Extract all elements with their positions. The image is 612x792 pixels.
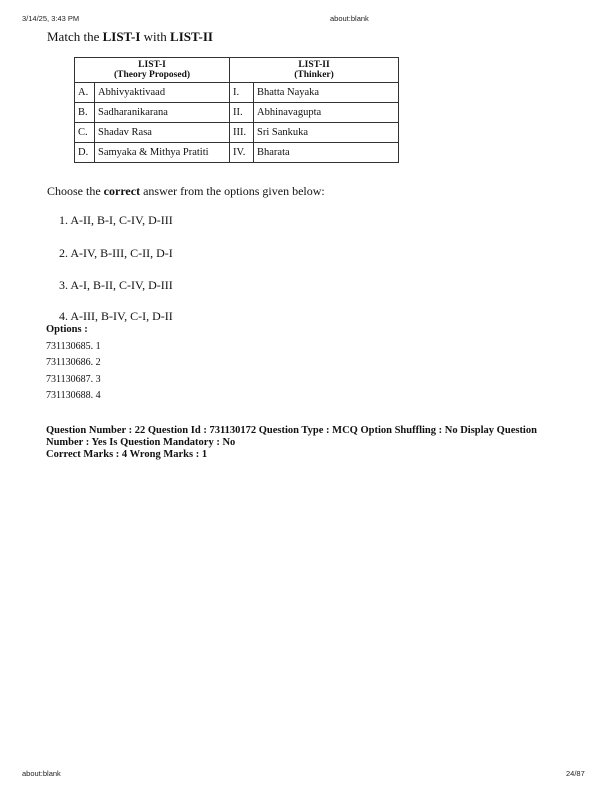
list1-value: Shadav Rasa bbox=[95, 123, 230, 143]
print-page-number: 24/87 bbox=[566, 769, 585, 778]
print-header-url: about:blank bbox=[330, 14, 369, 23]
header-list1-title: LIST-I bbox=[138, 60, 166, 70]
list1-key: B. bbox=[75, 103, 95, 123]
answer-option-3: 3. A-I, B-II, C-IV, D-III bbox=[59, 278, 173, 292]
list2-key: IV. bbox=[230, 143, 254, 163]
title-prefix: Match the bbox=[47, 29, 103, 44]
answer-option-4: 4. A-III, B-IV, C-I, D-II bbox=[59, 309, 173, 323]
list1-key: D. bbox=[75, 143, 95, 163]
print-datetime: 3/14/25, 3:43 PM bbox=[22, 14, 80, 23]
option-id-line: 731130686. 2 bbox=[46, 357, 101, 368]
list1-key: C. bbox=[75, 123, 95, 143]
choose-bold: correct bbox=[103, 184, 141, 198]
option-id-line: 731130687. 3 bbox=[46, 374, 101, 385]
list1-value: Sadharanikarana bbox=[95, 103, 230, 123]
answer-option-1: 1. A-II, B-I, C-IV, D-III bbox=[59, 213, 173, 227]
header-list2 bbox=[230, 58, 399, 83]
list2-key: II. bbox=[230, 103, 254, 123]
table-header-row bbox=[75, 58, 399, 83]
choose-instruction bbox=[47, 184, 325, 199]
title-list2: LIST-II bbox=[170, 29, 213, 44]
header-list1-subtitle: (Theory Proposed) bbox=[113, 70, 191, 80]
title-with: with bbox=[140, 29, 171, 44]
list2-value: Sri Sankuka bbox=[254, 123, 399, 143]
header-list1 bbox=[75, 58, 230, 83]
print-footer-url: about:blank bbox=[22, 769, 61, 778]
choose-suffix: answer from the options given below: bbox=[140, 184, 325, 198]
list2-value: Abhinavagupta bbox=[254, 103, 399, 123]
title-list1: LIST-I bbox=[102, 29, 141, 44]
list2-value: Bhatta Nayaka bbox=[254, 83, 399, 103]
list2-value: Bharata bbox=[254, 143, 399, 163]
options-label: Options : bbox=[46, 324, 88, 335]
question-title bbox=[47, 29, 213, 45]
table-row bbox=[75, 83, 399, 103]
answer-option-2: 2. A-IV, B-III, C-II, D-I bbox=[59, 246, 173, 260]
option-id-line: 731130685. 1 bbox=[46, 341, 101, 352]
table-row bbox=[75, 123, 399, 143]
table-row bbox=[75, 143, 399, 163]
option-id-line: 731130688. 4 bbox=[46, 390, 101, 401]
list1-value: Samyaka & Mithya Pratiti bbox=[95, 143, 230, 163]
choose-prefix: Choose the bbox=[47, 184, 104, 198]
header-list2-title: LIST-II bbox=[298, 60, 330, 70]
list2-key: III. bbox=[230, 123, 254, 143]
list1-key: A. bbox=[75, 83, 95, 103]
header-list2-subtitle: (Thinker) bbox=[294, 70, 334, 80]
list2-key: I. bbox=[230, 83, 254, 103]
question-meta-line1: Question Number : 22 Question Id : 731130172 Question Type : MCQ Option Shuffling : No Display Question Number : Yes Is Question Mandatory : No bbox=[46, 425, 537, 448]
table-row bbox=[75, 103, 399, 123]
question-meta-line2: Correct Marks : 4 Wrong Marks : 1 bbox=[46, 449, 208, 460]
question-meta bbox=[46, 425, 566, 461]
list1-value: Abhivyaktivaad bbox=[95, 83, 230, 103]
match-table bbox=[74, 57, 399, 163]
